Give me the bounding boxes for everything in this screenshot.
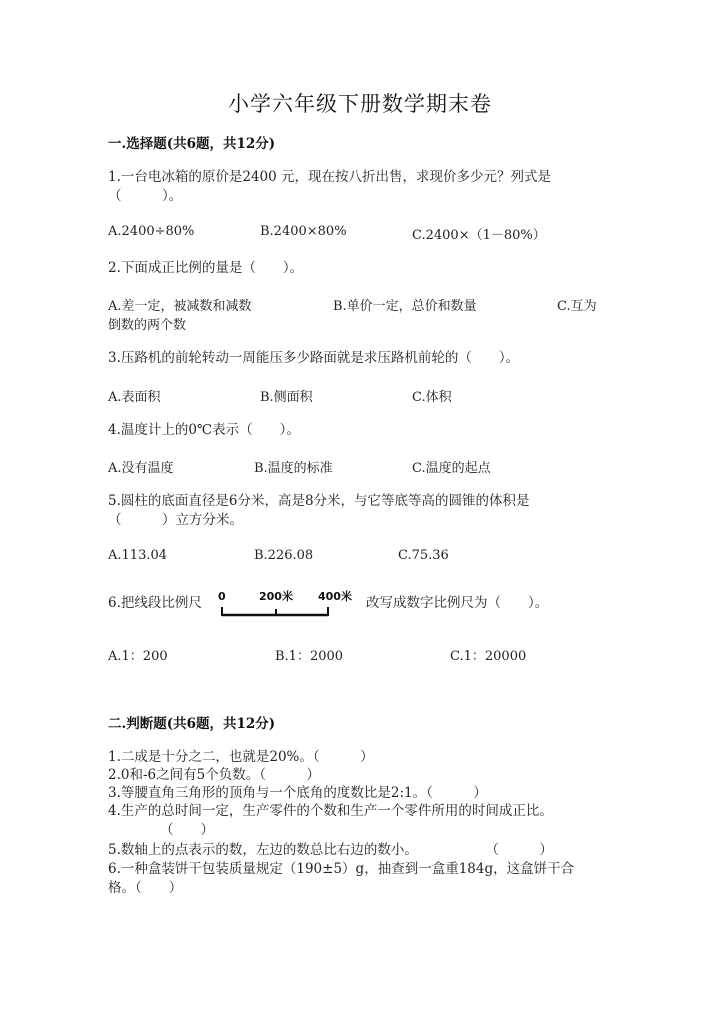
q4-text: 4.温度计上的0℃表示（ ）。 — [108, 422, 300, 438]
q1-line1: 1.一台电冰箱的原价是2400 元，现在按八折出售，求现价多少元？列式是 — [108, 169, 552, 185]
section2-heading: 二.判断题(共6题，共12分) — [108, 716, 276, 732]
q2-option-a: A.差一定，被减数和减数 — [108, 299, 252, 314]
q3-option-c: C.体积 — [412, 390, 452, 405]
q5-option-a: A.113.04 — [108, 548, 168, 563]
scale-label-200: 200米 — [259, 590, 293, 603]
q1-text — [108, 168, 608, 206]
page-title: 小学六年级下册数学期末卷 — [228, 92, 492, 116]
tf-item-6-cont: 格。（ ） — [108, 880, 183, 896]
q5-option-c: C.75.36 — [398, 548, 449, 563]
q1-option-b: B.2400×80% — [260, 224, 347, 239]
tf-item-1: 1.二成是十分之二，也就是20%。（ ） — [108, 749, 374, 765]
q3-text: 3.压路机的前轮转动一周能压多少路面就是求压路机前轮的（ ）。 — [108, 350, 520, 366]
q6-prefix: 6.把线段比例尺 — [108, 595, 202, 611]
q6-option-a: A.1：200 — [108, 649, 168, 664]
q2-text: 2.下面成正比例的量是（ ）。 — [108, 260, 304, 276]
q1-option-a: A.2400÷80% — [108, 224, 195, 239]
q1-option-c: C.2400×（1－80%） — [412, 228, 546, 243]
tf-item-3: 3.等腰直角三角形的顶角与一个底角的度数比是2:1。（ ） — [108, 785, 487, 801]
q2-option-c-cont: 倒数的两个数 — [108, 318, 187, 333]
q2-option-b: B.单价一定，总价和数量 — [333, 299, 477, 314]
q4-option-b: B.温度的标准 — [254, 461, 333, 476]
q5-option-b: B.226.08 — [254, 548, 314, 563]
tf-item-6: 6.一种盒装饼干包装质量规定（190±5）g，抽查到一盒重184g，这盒饼干合 — [108, 861, 575, 877]
scale-label-400: 400米 — [318, 590, 352, 603]
q6-option-c: C.1：20000 — [450, 649, 527, 664]
q5-line1: 5.圆柱的底面直径是6分米，高是8分米，与它等底等高的圆锥的体积是 — [108, 493, 530, 509]
q5-line2: （ ）立方分米。 — [108, 512, 243, 528]
q3-option-b: B.侧面积 — [260, 390, 313, 405]
q5-text — [108, 492, 608, 530]
q6-suffix: 改写成数字比例尺为（ ）。 — [366, 595, 549, 611]
q1-line2: （ ）。 — [108, 188, 183, 204]
tf-item-2: 2.0和-6之间有5个负数。（ ） — [108, 767, 320, 783]
q6-option-b: B.1：2000 — [275, 649, 344, 664]
tf-item-4-blank: （ ） — [160, 822, 214, 838]
scale-label-0: 0 — [218, 590, 226, 603]
q4-option-c: C.温度的起点 — [412, 461, 491, 476]
q4-option-a: A.没有温度 — [108, 461, 174, 476]
q3-option-a: A.表面积 — [108, 390, 161, 405]
tf-item-5: 5.数轴上的点表示的数，左边的数总比右边的数小。 （ ） — [108, 842, 553, 858]
tf-item-4: 4.生产的总时间一定，生产零件的个数和生产一个零件所用的时间成正比。 — [108, 803, 553, 819]
section1-heading: 一.选择题(共6题，共12分) — [108, 136, 276, 152]
scale-bar-figure — [214, 588, 359, 622]
q2-option-c: C.互为 — [557, 299, 597, 314]
